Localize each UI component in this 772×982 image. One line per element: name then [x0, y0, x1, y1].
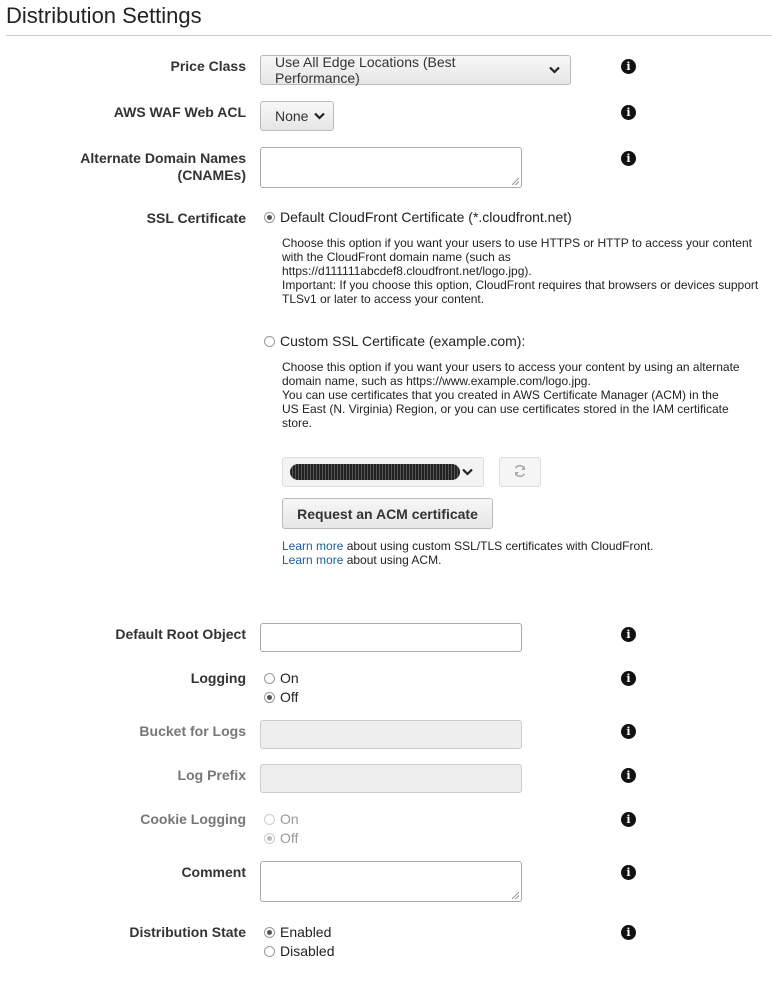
comment-textarea[interactable] [260, 861, 522, 902]
bucket-for-logs-input [260, 720, 522, 749]
title-divider [6, 35, 772, 36]
state-disabled-radio[interactable] [264, 943, 334, 959]
info-icon[interactable]: i [621, 724, 636, 739]
radio-button [264, 814, 275, 825]
ssl-certificate-label: SSL Certificate [146, 210, 246, 226]
info-icon[interactable]: i [621, 151, 636, 166]
description-line: US East (N. Virginia) Region, or you can use certificates stored in the IAM certificate [282, 402, 729, 416]
log-prefix-input [260, 764, 522, 793]
ssl-custom-radio[interactable] [264, 333, 525, 349]
info-icon[interactable]: i [621, 925, 636, 940]
price-class-select[interactable] [260, 55, 571, 85]
ssl-default-radio[interactable] [264, 209, 572, 225]
logging-off-radio[interactable] [264, 689, 298, 705]
redacted-certificate [290, 464, 460, 480]
learn-more-acm-link[interactable]: Learn more [282, 553, 344, 567]
cnames-label [6, 150, 246, 184]
chevron-down-icon [549, 66, 560, 74]
cookie-logging-on-label: On [280, 811, 299, 827]
refresh-button[interactable] [499, 457, 541, 487]
bucket-for-logs-label: Bucket for Logs [139, 723, 246, 739]
default-root-object-input[interactable] [260, 623, 522, 652]
radio-button[interactable] [264, 673, 275, 684]
description-line: https://d111111abcdef8.cloudfront.net/logo.jpg). [282, 264, 532, 278]
learn-more-text: about using custom SSL/TLS certificates with CloudFront. [343, 539, 654, 553]
ssl-default-description [282, 236, 760, 306]
cnames-textarea[interactable] [260, 147, 522, 188]
logging-on-label: On [280, 670, 299, 686]
description-line: Choose this option if you want your users to access your content by using an alternate [282, 360, 740, 374]
learn-more-text [282, 539, 760, 567]
waf-value: None [275, 108, 309, 124]
cookie-logging-off-radio [264, 830, 298, 846]
radio-button[interactable] [264, 927, 275, 938]
cnames-label-line1: Alternate Domain Names [80, 150, 246, 166]
log-prefix-label: Log Prefix [177, 767, 246, 783]
logging-off-label: Off [280, 689, 299, 705]
state-enabled-label: Enabled [280, 924, 332, 940]
learn-more-link[interactable]: Learn more [282, 539, 344, 553]
default-root-object-label: Default Root Object [115, 626, 246, 642]
info-icon[interactable]: i [621, 865, 636, 880]
distribution-state-label: Distribution State [129, 924, 246, 940]
info-icon[interactable]: i [621, 812, 636, 827]
radio-button[interactable] [264, 946, 275, 957]
description-line: TLSv1 or later to access your content. [282, 292, 485, 306]
waf-select[interactable] [260, 101, 334, 131]
cookie-logging-on-radio [264, 811, 299, 827]
refresh-icon [513, 464, 527, 481]
info-icon[interactable]: i [621, 768, 636, 783]
state-disabled-label: Disabled [280, 943, 335, 959]
cnames-label-line2: (CNAMEs) [177, 167, 246, 183]
waf-label: AWS WAF Web ACL [113, 104, 246, 120]
description-line: domain name, such as https://www.example.com/logo.jpg. [282, 374, 591, 388]
info-icon[interactable]: i [621, 59, 636, 74]
info-icon[interactable]: i [621, 627, 636, 642]
price-class-value: Use All Edge Locations (Best Performance) [275, 54, 456, 86]
state-enabled-radio[interactable] [264, 924, 331, 940]
radio-button[interactable] [264, 336, 275, 347]
info-icon[interactable]: i [621, 105, 636, 120]
ssl-default-label: Default CloudFront Certificate (*.cloudfront.net) [280, 209, 572, 225]
page-title: Distribution Settings [6, 3, 202, 28]
logging-on-radio[interactable] [264, 670, 299, 686]
radio-button [264, 833, 275, 844]
logging-label: Logging [190, 670, 246, 686]
description-line: with the CloudFront domain name (such as [282, 250, 511, 264]
description-line: You can use certificates that you created in AWS Certificate Manager (ACM) in the [282, 388, 719, 402]
radio-button[interactable] [264, 212, 275, 223]
description-line: Choose this option if you want your users to use HTTPS or HTTP to access your content [282, 236, 752, 250]
request-acm-certificate-button[interactable]: Request an ACM certificate [282, 498, 493, 529]
ssl-custom-label: Custom SSL Certificate (example.com): [280, 333, 526, 349]
comment-label: Comment [181, 864, 246, 880]
info-icon[interactable]: i [621, 671, 636, 686]
chevron-down-icon [462, 468, 473, 476]
description-line: store. [282, 416, 313, 430]
description-line: Important: If you choose this option, CloudFront requires that browsers or devices support [282, 278, 759, 292]
chevron-down-icon [314, 112, 325, 120]
radio-button[interactable] [264, 692, 275, 703]
learn-more-acm-text: about using ACM. [343, 553, 442, 567]
cookie-logging-label: Cookie Logging [140, 811, 246, 827]
cookie-logging-off-label: Off [280, 830, 299, 846]
price-class-label: Price Class [170, 58, 246, 74]
ssl-custom-description [282, 360, 760, 430]
